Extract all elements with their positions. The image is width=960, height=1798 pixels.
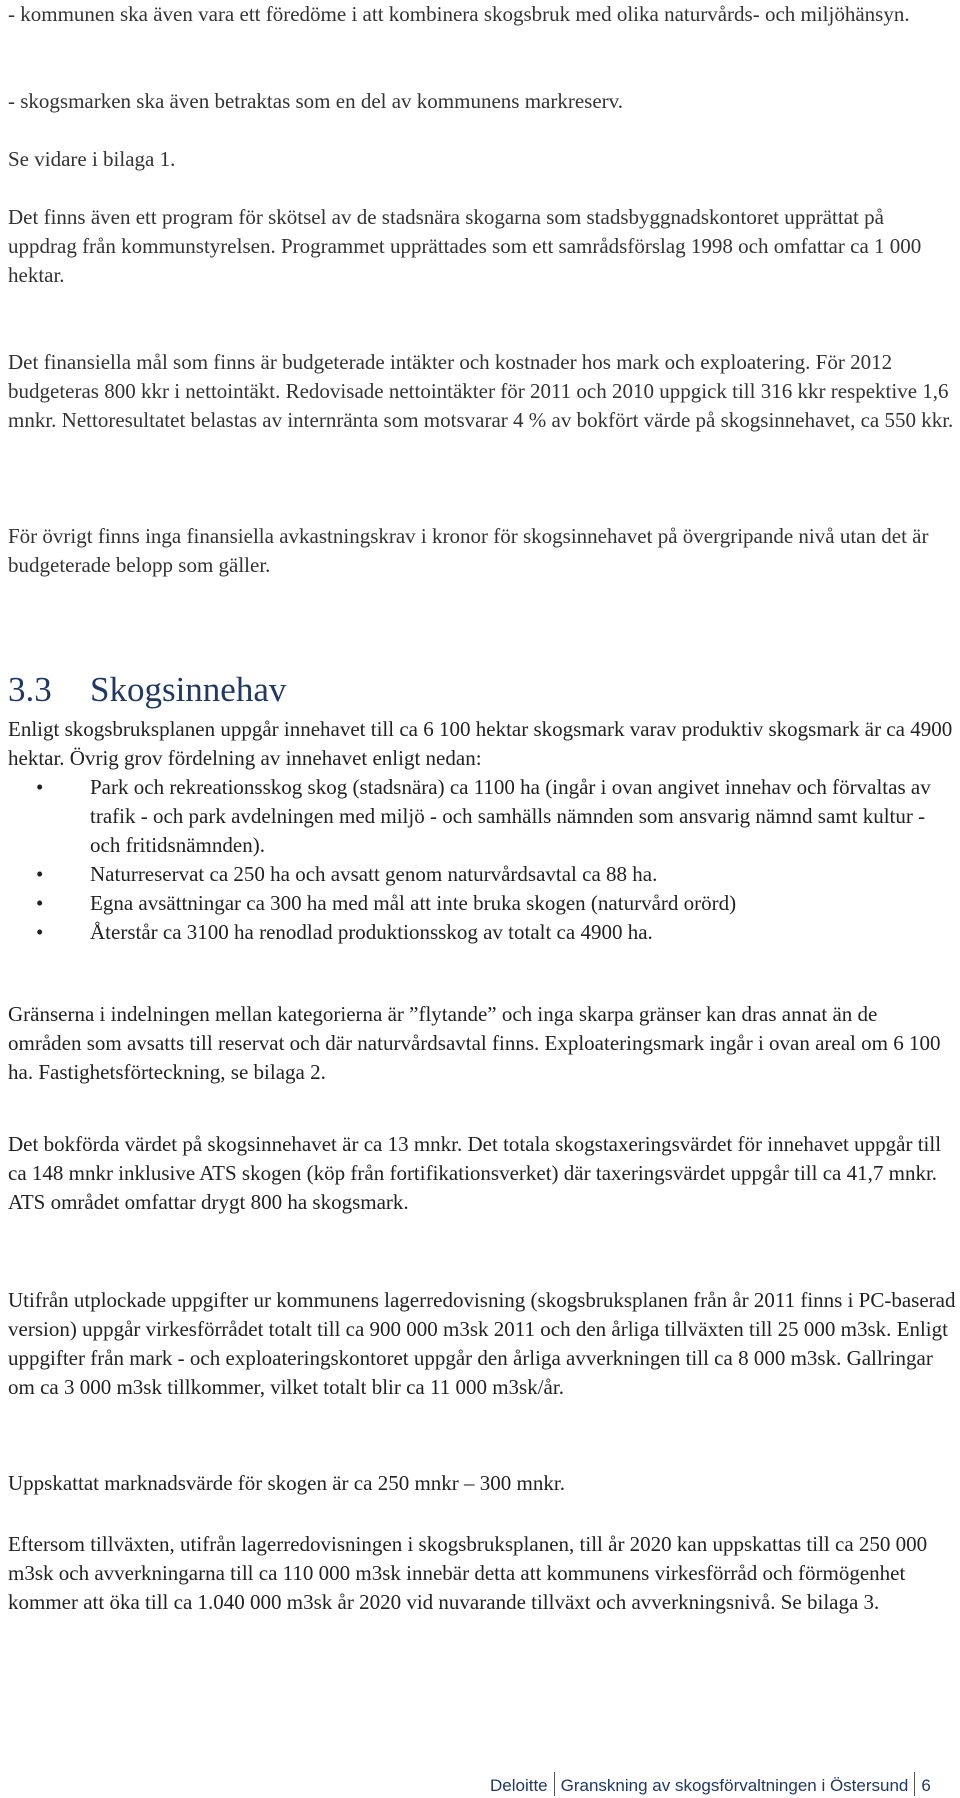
paragraph-market-value: Uppskattat marknadsvärde för skogen är ca 250 mnkr – 300 mnkr. — [8, 1471, 565, 1495]
paragraph-see-appendix: Se vidare i bilaga 1. — [8, 147, 176, 171]
bullet-icon: • — [36, 891, 44, 915]
section-heading — [8, 668, 286, 712]
list-item: • Egna avsättningar ca 300 ha med mål att inte bruka skogen (naturvård orörd) — [8, 889, 956, 918]
paragraph-forecast: Eftersom tillväxten, utifrån lagerredovisningen i skogsbruksplanen, till år 2020 kan uppskattas till ca 250 000 m3sk och avverkningarna till ca 110 000 m3sk innebär detta att kommunens virkesförråd och förmögenhet kommer att öka till ca 1.040 000 m3sk år 2020 vid nuvarande tillväxt och avverkningsnivå. Se bilaga 3. — [8, 1532, 928, 1614]
bullet-icon: • — [36, 920, 44, 944]
paragraph-section-intro: Enligt skogsbruksplanen uppgår innehavet till ca 6 100 hektar skogsmark varav produktiv skogsmark är ca 4900 hektar. Övrig grov fördelning av innehavet enligt nedan: — [8, 717, 953, 770]
paragraph-financial-goal: Det finansiella mål som finns är budgeterade intäkter och kostnader hos mark och exploatering. För 2012 budgeteras 800 kkr i nettointäkt. Redovisade nettointäkter för 2011 och 2010 uppgick till 316 kkr respektive 1,6 mnkr. Nettoresultatet belastas av internränta som motsvarar 4 % av bokfört värde på skogsinnehavet, ca 550 kkr. — [8, 350, 954, 432]
list-item: • Återstår ca 3100 ha renodlad produktionsskog av totalt ca 4900 ha. — [8, 918, 956, 947]
bullet-icon: • — [36, 862, 44, 886]
paragraph-goal-combine: - kommunen ska även vara ett föredöme i att kombinera skogsbruk med olika naturvårds- och miljöhänsyn. — [8, 2, 910, 26]
list-item: • Naturreservat ca 250 ha och avsatt genom naturvårdsavtal ca 88 ha. — [8, 860, 956, 889]
footer-title: Granskning av skogsförvaltningen i Östersund — [560, 1776, 909, 1795]
list-item: • Park och rekreationsskog skog (stadsnära) ca 1100 ha (ingår i ovan angivet innehav och förvaltas av trafik - och park avdelningen med miljö - och samhälls nämnden som ansvarig nämnd samt kultur - och fritidsnämnden). — [36, 775, 931, 857]
paragraph-no-requirements: För övrigt finns inga finansiella avkastningskrav i kronor för skogsinnehavet på övergripande nivå utan det är budgeterade belopp som gäller. — [8, 524, 929, 577]
page-footer — [490, 1772, 931, 1796]
paragraph-boundaries: Gränserna i indelningen mellan kategorierna är ”flytande” och inga skarpa gränser kan dras annat än de områden som avsatts till reservat och där naturvårdsavtal finns. Exploateringsmark ingår i ovan areal om 6 100 ha. Fastighetsförteckning, se bilaga 2. — [8, 1002, 941, 1084]
paragraph-goal-reserve: - skogsmarken ska även betraktas som en del av kommunens markreserv. — [8, 89, 624, 113]
paragraph-program: Det finns även ett program för skötsel av de stadsnära skogarna som stadsbyggnadskontoret upprättat på uppdrag från kommunstyrelsen. Programmet upprättades som ett samrådsförslag 1998 och omfattar ca 1 000 hektar. — [8, 205, 922, 287]
section-number: 3.3 — [8, 670, 52, 709]
holdings-list — [8, 773, 956, 947]
section-title: Skogsinnehav — [90, 670, 287, 709]
page-number: 6 — [921, 1776, 931, 1795]
bullet-icon: • — [36, 775, 44, 799]
paragraph-book-value: Det bokförda värdet på skogsinnehavet är ca 13 mnkr. Det totala skogstaxeringsvärdet för innehavet uppgår till ca 148 mnkr inklusive ATS skogen (köp från fortifikationsverket) där taxeringsvärdet uppgår till ca 41,7 mnkr. ATS området omfattar drygt 800 ha skogsmark. — [8, 1132, 942, 1214]
footer-divider — [554, 1772, 555, 1796]
footer-company: Deloitte — [490, 1776, 548, 1795]
footer-divider — [914, 1772, 915, 1796]
paragraph-inventory: Utifrån utplockade uppgifter ur kommunens lagerredovisning (skogsbruksplanen från år 2011 finns i PC-baserad version) uppgår virkesförrådet totalt till ca 900 000 m3sk 2011 och den årliga tillväxten till 25 000 m3sk. Enligt uppgifter från mark - och exploateringskontoret uppgår den årliga avverkningen till ca 8 000 m3sk. Gallringar om ca 3 000 m3sk tillkommer, vilket totalt blir ca 11 000 m3sk/år. — [8, 1288, 956, 1399]
